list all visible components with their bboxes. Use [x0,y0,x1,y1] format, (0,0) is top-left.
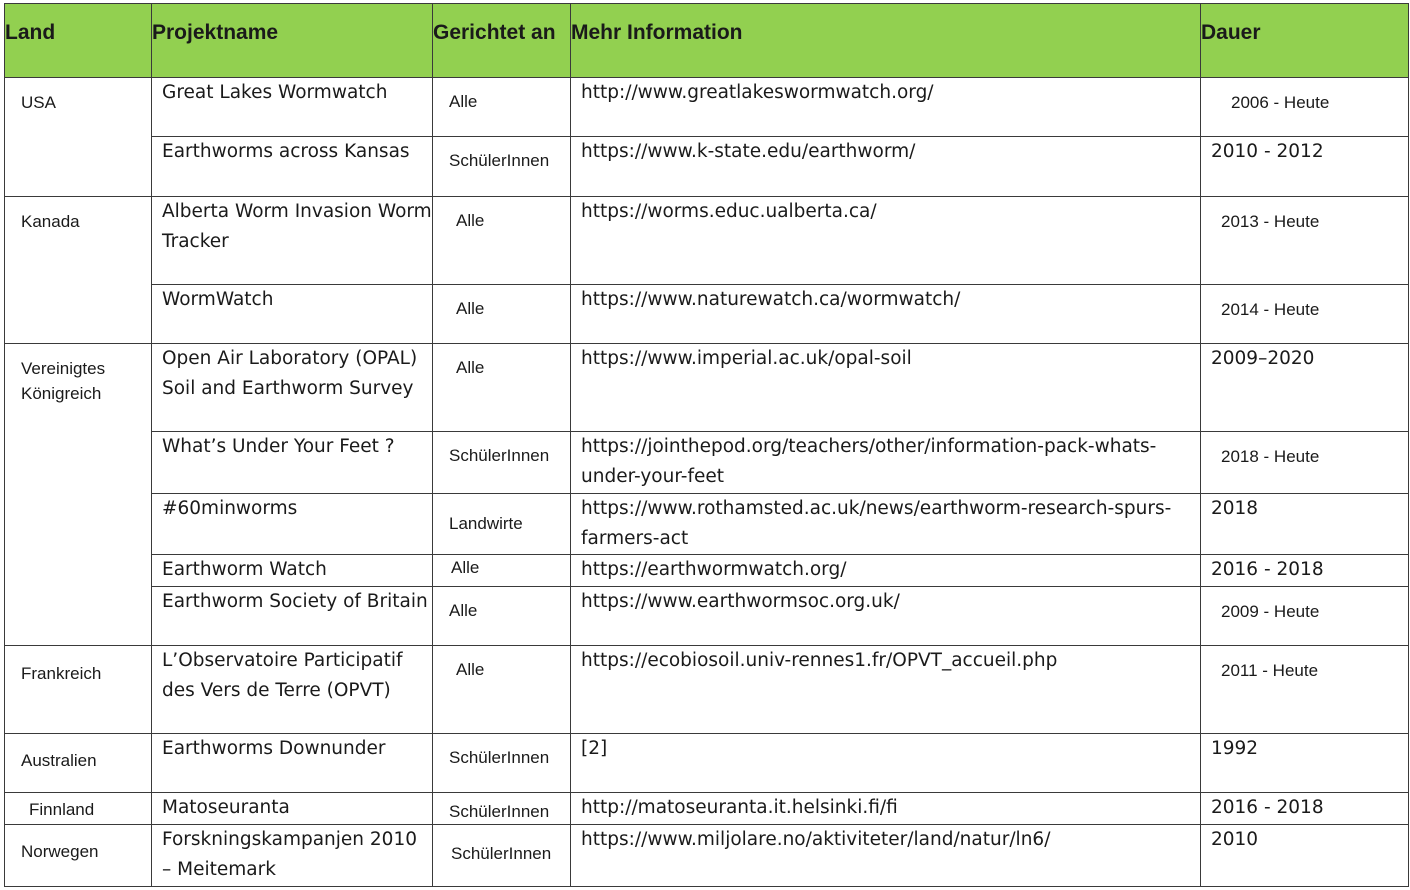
cell-land: Vereinigtes Königreich [5,343,152,645]
cell-link[interactable]: http://matoseuranta.it.helsinki.fi/fi [571,792,1201,824]
cell-projektname: Earthworm Watch [152,555,433,586]
table-row [5,285,1409,344]
table-row [5,197,1409,285]
cell-projektname: WormWatch [152,285,433,344]
table-row [5,493,1409,555]
cell-link[interactable]: https://ecobiosoil.univ-rennes1.fr/OPVT_accueil.php [571,646,1201,734]
table-row [5,586,1409,646]
cell-gerichtet-an: SchülerInnen [433,792,571,824]
cell-dauer: 2010 - 2012 [1201,136,1409,197]
cell-gerichtet-an: Alle [433,586,571,646]
cell-link[interactable]: https://www.earthwormsoc.org.uk/ [571,586,1201,646]
cell-dauer: 2009–2020 [1201,343,1409,431]
cell-land: USA [5,78,152,197]
cell-link[interactable]: http://www.greatlakeswormwatch.org/ [571,78,1201,137]
cell-projektname: Earthworms Downunder [152,734,433,793]
cell-land: Finnland [5,792,152,824]
cell-link[interactable]: https://www.rothamsted.ac.uk/news/earthworm-research-spurs-farmers-act [571,493,1201,555]
cell-link[interactable]: https://www.k-state.edu/earthworm/ [571,136,1201,197]
cell-projektname: Earthworm Society of Britain [152,586,433,646]
cell-gerichtet-an: Alle [433,78,571,137]
cell-land: Kanada [5,197,152,344]
cell-link[interactable]: https://earthwormwatch.org/ [571,555,1201,586]
cell-dauer: 2018 [1201,493,1409,555]
cell-gerichtet-an: SchülerInnen [433,734,571,793]
cell-dauer: 1992 [1201,734,1409,793]
cell-link[interactable]: https://jointhepod.org/teachers/other/information-pack-whats-under-your-feet [571,431,1201,493]
table-row [5,431,1409,493]
cell-dauer: 2013 - Heute [1201,197,1409,285]
cell-gerichtet-an: Alle [433,285,571,344]
table-row [5,555,1409,586]
table-header-row [5,4,1409,78]
cell-land: Frankreich [5,646,152,734]
cell-link[interactable]: https://worms.educ.ualberta.ca/ [571,197,1201,285]
cell-projektname: #60minworms [152,493,433,555]
cell-gerichtet-an: SchülerInnen [433,825,571,887]
cell-link[interactable]: https://www.miljolare.no/aktiviteter/land/natur/ln6/ [571,825,1201,887]
citizen-science-projects-table [4,3,1409,887]
cell-gerichtet-an: Alle [433,555,571,586]
cell-projektname: L’Observatoire Participatif des Vers de Terre (OPVT) [152,646,433,734]
cell-link[interactable]: https://www.naturewatch.ca/wormwatch/ [571,285,1201,344]
cell-gerichtet-an: SchülerInnen [433,431,571,493]
table-row [5,343,1409,431]
cell-gerichtet-an: Alle [433,343,571,431]
cell-dauer: 2009 - Heute [1201,586,1409,646]
cell-dauer: 2016 - 2018 [1201,792,1409,824]
table-row [5,825,1409,887]
cell-link[interactable]: https://www.imperial.ac.uk/opal-soil [571,343,1201,431]
cell-gerichtet-an: SchülerInnen [433,136,571,197]
cell-land: Norwegen [5,825,152,887]
cell-dauer: 2006 - Heute [1201,78,1409,137]
header-gerichtet-an: Gerichtet an [433,4,571,78]
cell-projektname: Forskningskampanjen 2010 – Meitemark [152,825,433,887]
cell-projektname: Alberta Worm Invasion Worm Tracker [152,197,433,285]
table-row [5,136,1409,197]
cell-gerichtet-an: Landwirte [433,493,571,555]
cell-land: Australien [5,734,152,793]
table-row [5,734,1409,793]
cell-projektname: Open Air Laboratory (OPAL) Soil and Earthworm Survey [152,343,433,431]
cell-dauer: 2014 - Heute [1201,285,1409,344]
cell-projektname: Great Lakes Wormwatch [152,78,433,137]
header-projektname: Projektname [152,4,433,78]
cell-projektname: Earthworms across Kansas [152,136,433,197]
cell-dauer: 2011 - Heute [1201,646,1409,734]
header-land: Land [5,4,152,78]
cell-projektname: What’s Under Your Feet ? [152,431,433,493]
cell-dauer: 2010 [1201,825,1409,887]
table-row [5,646,1409,734]
cell-dauer: 2018 - Heute [1201,431,1409,493]
cell-dauer: 2016 - 2018 [1201,555,1409,586]
header-mehr-information: Mehr Information [571,4,1201,78]
cell-projektname: Matoseuranta [152,792,433,824]
header-dauer: Dauer [1201,4,1409,78]
cell-gerichtet-an: Alle [433,646,571,734]
table-row [5,792,1409,824]
table-row [5,78,1409,137]
cell-gerichtet-an: Alle [433,197,571,285]
cell-reference: [2] [571,734,1201,793]
